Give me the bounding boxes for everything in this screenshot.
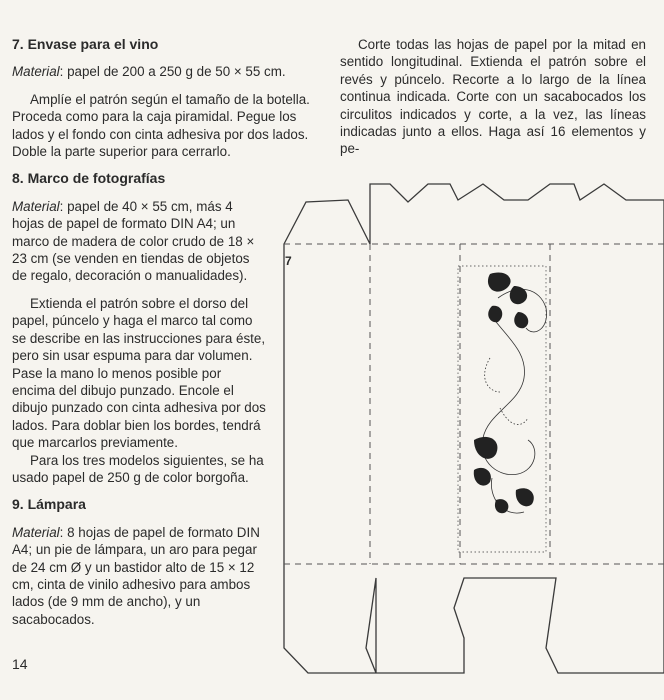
box-pattern-diagram xyxy=(278,178,664,678)
paragraph: Amplíe el patrón según el tamaño de la botella. Proceda como para la caja piramidal. Pegue los lados y el fondo con cinta adhesiva por dos lados. Doble la parte superior para cerrarlo. xyxy=(12,91,310,160)
material-text: : 8 hojas de papel de formato DIN A4; un pie de lámpara, un aro para pegar de 24 cm Ø y un bastidor alto de 15 × 12 cm, cinta de vinilo adhesivo para ambos lados (de 9 mm de ancho), y un sacabocados. xyxy=(12,524,260,627)
right-column xyxy=(340,36,646,168)
pattern-outline xyxy=(284,184,664,673)
paragraph: Corte todas las hojas de papel por la mitad en sentido longitudinal. Extienda el patrón sobre el revés y púncelo. Recorte a lo largo de la línea continua indicada. Corte con un sacabocados los circulitos indicados y corte, a la vez, las líneas indicadas junto a ellos. Haga así 16 elementos y pe- xyxy=(340,37,646,157)
material-text: : papel de 40 × 55 cm, más 4 hojas de papel de formato DIN A4; un marco de madera de color crudo de 18 × 23 cm (se venden en tiendas de objetos de regalo, decoración o manualidades). xyxy=(12,198,255,284)
paragraph: Extienda el patrón sobre el dorso del papel, púncelo y haga el marco tal como se describe en las instrucciones para éste, pero sin usar espuma para dar volumen. Pase la mano lo menos posible por encima del dibujo punzado. Encole el dibujo punzado con cinta adhesiva por dos lados. Para doblar bien los bordes, tendrá que marcarlos previamente. xyxy=(12,295,266,451)
material-label: Material xyxy=(12,198,60,214)
section-wine-box xyxy=(12,36,324,160)
material-label: Material xyxy=(12,64,60,80)
material-label: Material xyxy=(12,524,60,540)
material-text: : papel de 200 a 250 g de 50 × 55 cm. xyxy=(59,64,286,80)
material-line xyxy=(12,63,324,80)
section-title: 8. Marco de fotografías xyxy=(12,170,166,187)
pattern-label: 7 xyxy=(285,254,292,268)
paragraph: Para los tres modelos siguientes, se ha usado papel de 250 g de color borgoña. xyxy=(12,452,264,485)
section-title: 9. Lámpara xyxy=(12,496,86,513)
floral-ornament xyxy=(482,289,546,513)
page-number: 14 xyxy=(12,656,28,672)
ornament-leaves xyxy=(474,273,534,514)
section-title: 7. Envase para el vino xyxy=(12,36,159,52)
